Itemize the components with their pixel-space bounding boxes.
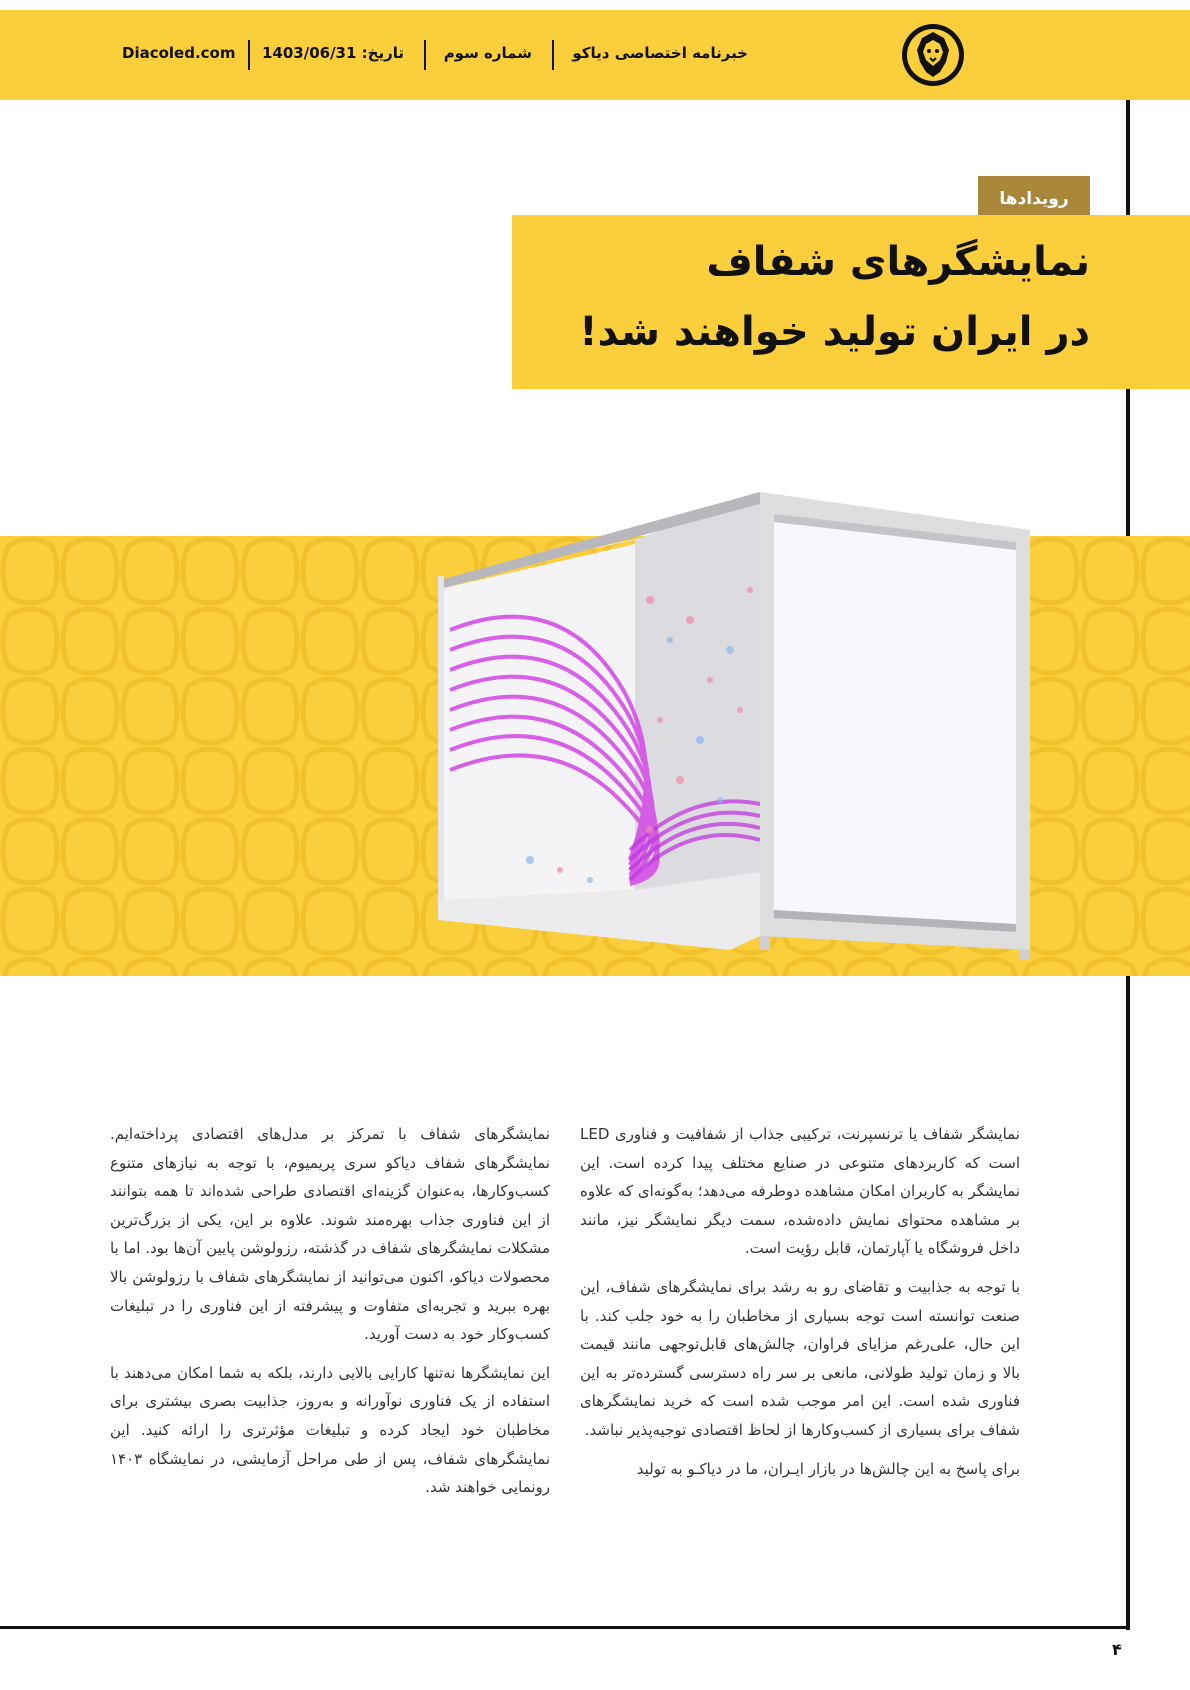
- header-separator: [552, 40, 554, 70]
- lion-logo-icon: [900, 22, 966, 88]
- category-tag: رویدادها: [978, 176, 1090, 223]
- title-box: [512, 215, 1190, 389]
- article-body-left: [110, 1120, 550, 1512]
- article-title-line-1: نمایشگرهای شفاف: [706, 239, 1090, 285]
- header-separator: [248, 40, 250, 70]
- website-link[interactable]: Diacoled.com: [122, 44, 236, 62]
- issue-number: شماره سوم: [443, 44, 532, 62]
- article-title-line-2: در ایران تولید خواهند شد!: [579, 309, 1090, 355]
- paragraph: برای پاسخ به این چالش‌ها در بازار ایـران، ما در دیاکـو به تولید: [636, 1459, 1020, 1478]
- issue-date: تاریخ: 1403/06/31: [261, 44, 404, 62]
- transparent-display-showcase: [430, 480, 1050, 1030]
- paragraph: نمایشگرهای شفاف با تمرکز بر مدل‌های اقتصادی پرداخته‌ایم. نمایشگرهای شفاف دیاکو سری پریمیوم، با توجه به نیازهای متنوع کسب‌وکارها، به‌عنوان گزینه‌ای اقتصادی طراحی شده‌اند تا همه بتوانند از این فناوری جذاب بهره‌مند شوند. علاوه بر این، یکی از بزرگ‌ترین مشکلات نمایشگرهای شفاف در گذشته، رزولوشن پایین آن‌ها بود. اما با محصولات دیاکو، اکنون می‌توانید از نمایشگرهای شفاف با رزولوشن بالا بهره ببرید و تجربه‌ای متفاوت و پیشرفته از این فناوری را در تبلیغات کسب‌وکار خود به دست آورید.: [110, 1125, 550, 1344]
- paragraph: این نمایشگرها نه‌تنها کارایی بالایی دارند، بلکه به شما امکان می‌دهند با استفاده از یک فناوری نوآورانه و به‌روز، جذابیت بصری بیشتری برای مخاطبان خود ایجاد کرده و تبلیغات مؤثرتری را ارائه کنید. این نمایشگرهای شفاف، پس از طی مراحل آزمایشی، در نمایشگاه ۱۴۰۳ رونمایی خواهند شد.: [110, 1363, 550, 1497]
- newsletter-name: خبرنامه اختصاصی دیاکو: [572, 44, 748, 62]
- paragraph: با توجه به جذابیت و تقاضای رو به رشد برای نمایشگرهای شفاف، این صنعت توانسته است توجه بسیاری از مخاطبان را به خود جلب کند. با این حال، علی‌رغم مزایای فراوان، چالش‌های قابل‌توجهی مانند قیمت بالا و زمان تولید طولانی، مانعی بر سر راه دسترسی گسترده‌تر به این فناوری شده است. این امر موجب شده است که خرید نمایشگرهای شفاف برای بسیاری از کسب‌وکارها از لحاظ اقتصادی توجیه‌پذیر نباشد.: [580, 1277, 1020, 1439]
- bottom-rule: [0, 1626, 1130, 1629]
- header-separator: [424, 40, 426, 70]
- page-number: ۴: [1112, 1640, 1122, 1659]
- paragraph: نمایشگر شفاف یا ترنسپرنت، ترکیبی جذاب از شفافیت و فناوری LED است که کاربردهای متنوعی در صنایع مختلف پیدا کرده است. این نمایشگر به کاربران امکان مشاهده دوطرفه می‌دهد؛ به‌گونه‌ای که علاوه بر مشاهده محتوای نمایش داده‌شده، سمت دیگر نمایشگر نیز، مانند داخل فروشگاه یا آپارتمان، قابل رؤیت است.: [580, 1125, 1020, 1258]
- article-body-right: [580, 1120, 1020, 1493]
